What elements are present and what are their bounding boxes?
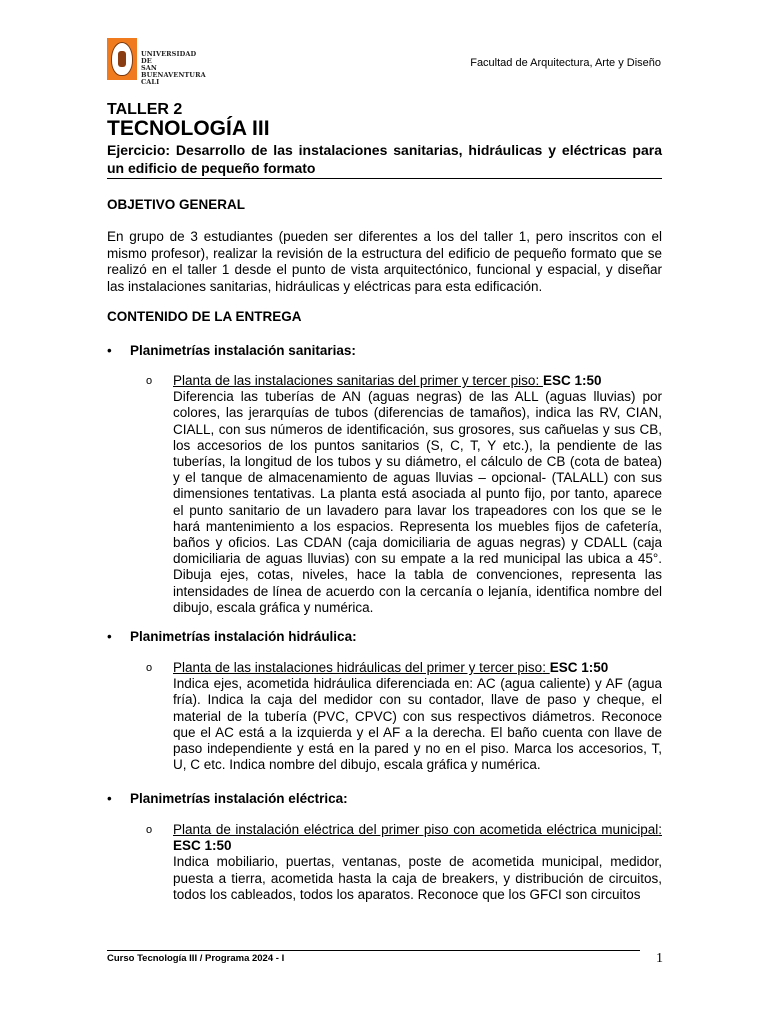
page-number: 1 [656,951,663,966]
item-title: Planta de instalación eléctrica del primer piso con acometida eléctrica municipal [173,822,659,837]
item-description: Indica ejes, acometida hidráulica diferenciada en: AC (agua caliente) y AF (agua fría). Indica la caja del medidor con su contador, llave de paso y cheque, el material de la tubería (PVC, CPVC) con sus respectivos diámetros. Reconoce que el AC está a la izquierda y el AF a la derecha. El baño cuenta con llave de paso independiente y está en la pared y no en el piso. Marca los accesorios, T, U, C etc. Indica nombre del dibujo, escala gráfica y numérica. [173,676,662,773]
logo-emblem [107,38,137,80]
sub-bullet-icon: o [146,662,153,674]
scale-label: ESC 1:50 [173,838,232,854]
logo-line: CALI [141,78,160,86]
electrical-item-body [173,822,662,903]
item-description: Diferencia las tuberías de AN (aguas negras) de las ALL (aguas lluvias) por colores, las jerarquías de tubos (diferencias de tamaños), indica las RV, CIAN, CIALL, con sus números de identificación, sus grosores, sus cañuelas y sus CB, los accesorios de los puntos sanitarios (S, C, T, Y etc.), la pendiente de las tuberías, la longitud de los tubos y su diámetro, el cálculo de CB (cota de batea) y el tanque de almacenamiento de aguas lluvias – opcional- (TALALL) con sus dimensiones tentativas. La planta está asociada al punto fijo, por tanto, aparece el punto sanitario de un lavadero para lavar los trapeadores con los que se le hará mantenimiento a los espacios. Representa los muebles fijos de cafetería, baños y oficios. Las CDAN (caja domiciliaria de aguas negras) y CDALL (caja domiciliaria de aguas lluvias) con su empate a la red municipal las ubica a 45°. Dibuja ejes, cotas, niveles, hace la tabla de convenciones, representa las intensidades de línea de acuerdo con la cercanía o lejanía, identifica nombre del dibujo, escala gráfica y numérica. [173,389,662,615]
sub-bullet-icon: o [146,375,153,387]
scale-label: ESC 1:50 [542,373,602,388]
item-separator: : [535,373,543,388]
workshop-title: TALLER 2 [107,101,183,118]
footer-divider [107,950,640,951]
exercise-title: Ejercicio: Desarrollo de las instalaciones sanitarias, hidráulicas y eléctricas para un edificio de pequeño formato [107,141,662,179]
bullet-label: Planimetrías instalación eléctrica: [130,791,348,806]
item-title: Planta de las instalaciones sanitarias del primer y tercer piso [173,373,536,388]
university-logo [107,38,206,86]
logo-line: SAN BUENAVENTURA [141,64,206,79]
logo-line: UNIVERSIDAD DE [141,50,197,65]
objective-heading: OBJETIVO GENERAL [107,197,246,212]
sanitary-item-body [173,373,662,616]
seal-icon [111,42,133,76]
logo-wordmark [141,51,206,86]
item-separator: : [542,660,550,675]
objective-text: En grupo de 3 estudiantes (pueden ser diferentes a los del taller 1, pero inscritos con el mismo profesor), realizar la revisión de la estructura del edificio de pequeño formato que se realizó en el taller 1 desde el punto de vista arquitectónico, funcional y espacial, y diseñar las instalaciones sanitarias, hidráulicas y eléctricas para esta edificación. [107,229,662,295]
item-title: Planta de las instalaciones hidráulicas del primer y tercer piso [173,660,543,675]
scale-label: ESC 1:50 [549,660,609,675]
bullet-label: Planimetrías instalación sanitarias: [130,343,356,358]
bullet-label: Planimetrías instalación hidráulica: [130,629,357,644]
item-separator: : [658,822,662,837]
sub-bullet-icon: o [146,824,153,836]
content-heading: CONTENIDO DE LA ENTREGA [107,309,302,324]
item-description: Indica mobiliario, puertas, ventanas, poste de acometida municipal, medidor, puesta a tierra, acometida hasta la caja de breakers, y distribución de circuitos, todos los cableados, todos los aparatos. Reconoce que los GFCI son circuitos [173,854,662,902]
hydraulic-item-body [173,660,662,773]
faculty-name: Facultad de Arquitectura, Arte y Diseño [470,57,661,69]
bullet-dot: • [107,629,112,644]
bullet-dot: • [107,791,112,806]
footer-course: Curso Tecnología III / Programa 2024 - I [107,953,285,964]
course-title: TECNOLOGÍA III [107,117,270,140]
bullet-dot: • [107,343,112,358]
